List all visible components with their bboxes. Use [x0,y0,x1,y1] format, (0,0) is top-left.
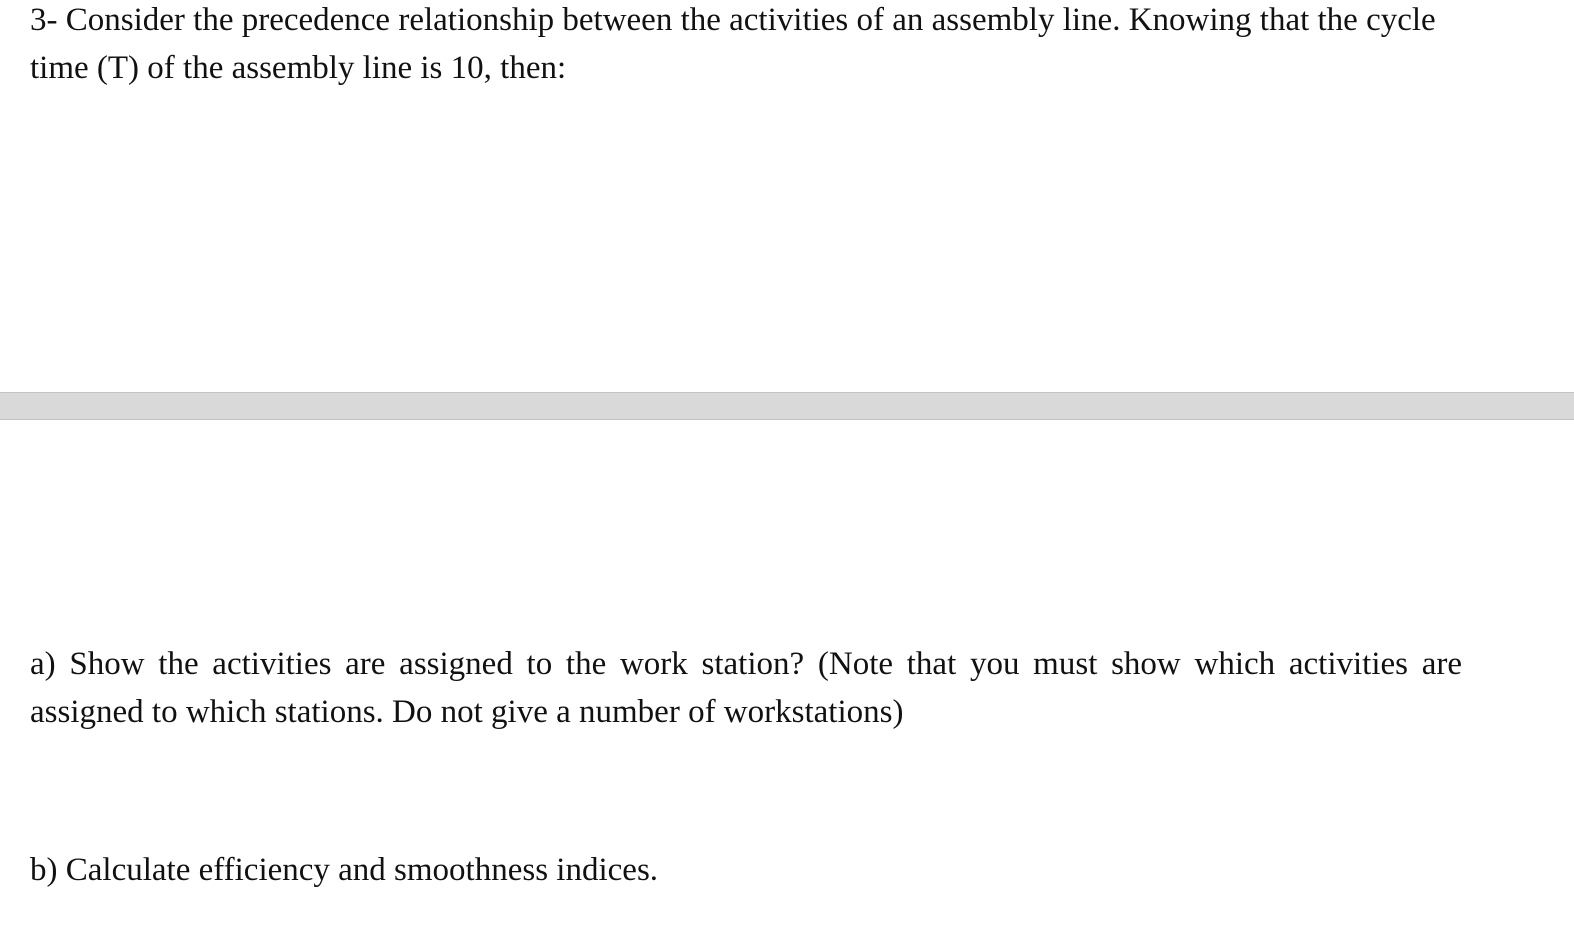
question-part-b: b) Calculate efficiency and smoothness indices. [30,852,659,888]
question-part-a: a) Show the activities are assigned to the work station? (Note that you must show which activities are assigned to which stations. Do not give a number of workstations) [30,646,1462,730]
page-divider [0,392,1574,420]
question-intro-text: 3- Consider the precedence relationship between the activities of an assembly line. Knowing that the cycle time (T) of the assembly line is 10, then: [30,2,1436,86]
